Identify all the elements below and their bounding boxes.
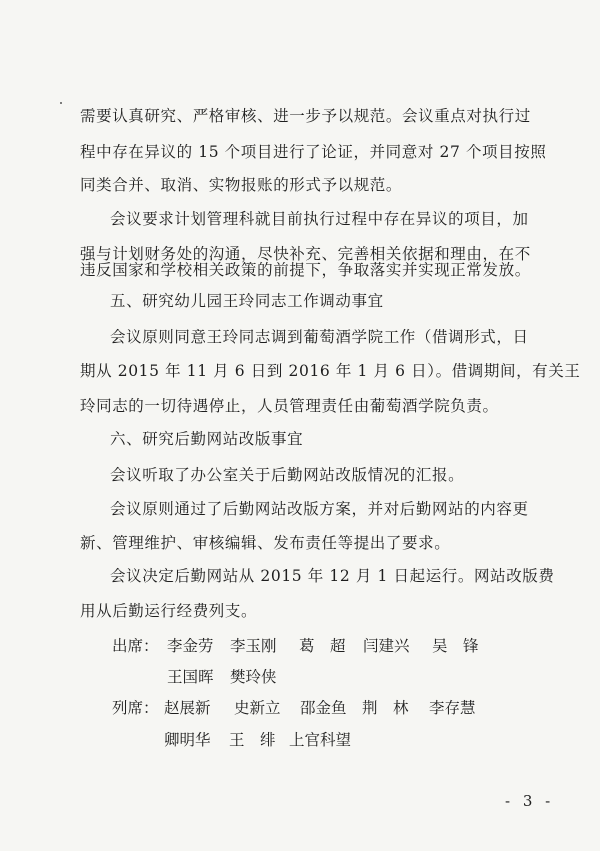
section-heading-5: 五、研究幼儿园王玲同志工作调动事宜 [110,292,384,310]
paragraph-5-line-2: 新、管理维护、审核编辑、发布责任等提出了要求。 [80,534,451,552]
present-name: 樊玲侠 [230,668,277,686]
paragraph-3-line-2: 期从 2015 年 11 月 6 日到 2016 年 1 月 6 日）。借调期间，有关王 [80,362,581,380]
nonvoting-name: 荆 林 [362,699,409,717]
nonvoting-name: 李存慧 [429,699,476,717]
paragraph-6-line-1: 会议决定后勤网站从 2015 年 12 月 1 日起运行。网站改版费 [110,567,555,585]
present-name: 葛 超 [299,637,346,655]
paragraph-2-line-3: 违反国家和学校相关政策的前提下，争取落实并实现正常发放。 [80,261,531,279]
present-label: 出席： [112,637,159,655]
nonvoting-name: 赵展新 [164,699,211,717]
section-heading-6: 六、研究后勤网站改版事宜 [110,430,304,448]
paragraph-1-line-1: 需要认真研究、严格审核、进一步予以规范。会议重点对执行过 [80,107,531,125]
paragraph-3-line-1: 会议原则同意王玲同志调到葡萄酒学院工作（借调形式，日 [110,328,529,346]
paragraph-6-line-2: 用从后勤运行经费列支。 [80,602,258,620]
nonvoting-label: 列席： [112,699,159,717]
paragraph-4-line-1: 会议听取了办公室关于后勤网站改版情况的汇报。 [110,466,465,484]
scan-speck [60,102,62,104]
nonvoting-name: 上官科望 [289,731,352,749]
paragraph-2-line-2: 强与计划财务处的沟通，尽快补充、完善相关依据和理由，在不 [80,245,531,263]
nonvoting-name: 史新立 [234,699,281,717]
present-name: 吴 锋 [432,637,479,655]
paragraph-5-line-1: 会议原则通过了后勤网站改版方案，并对后勤网站的内容更 [110,500,529,518]
present-name: 闫建兴 [363,637,410,655]
present-name: 李玉刚 [230,637,277,655]
paragraph-1-line-3: 同类合并、取消、实物报账的形式予以规范。 [80,176,403,194]
paragraph-1-line-2: 程中存在异议的 15 个项目进行了论证，并同意对 27 个项目按照 [80,143,547,161]
present-name: 李金劳 [167,637,214,655]
nonvoting-name: 邵金鱼 [300,699,347,717]
nonvoting-name: 卿明华 [164,731,211,749]
nonvoting-name: 王 绯 [229,731,276,749]
paragraph-2-line-1: 会议要求计划管理科就目前执行过程中存在异议的项目，加 [110,210,529,228]
present-name: 王国晖 [167,668,214,686]
paragraph-3-line-3: 玲同志的一切待遇停止，人员管理责任由葡萄酒学院负责。 [80,397,499,415]
page-number: - 3 - [505,792,555,810]
